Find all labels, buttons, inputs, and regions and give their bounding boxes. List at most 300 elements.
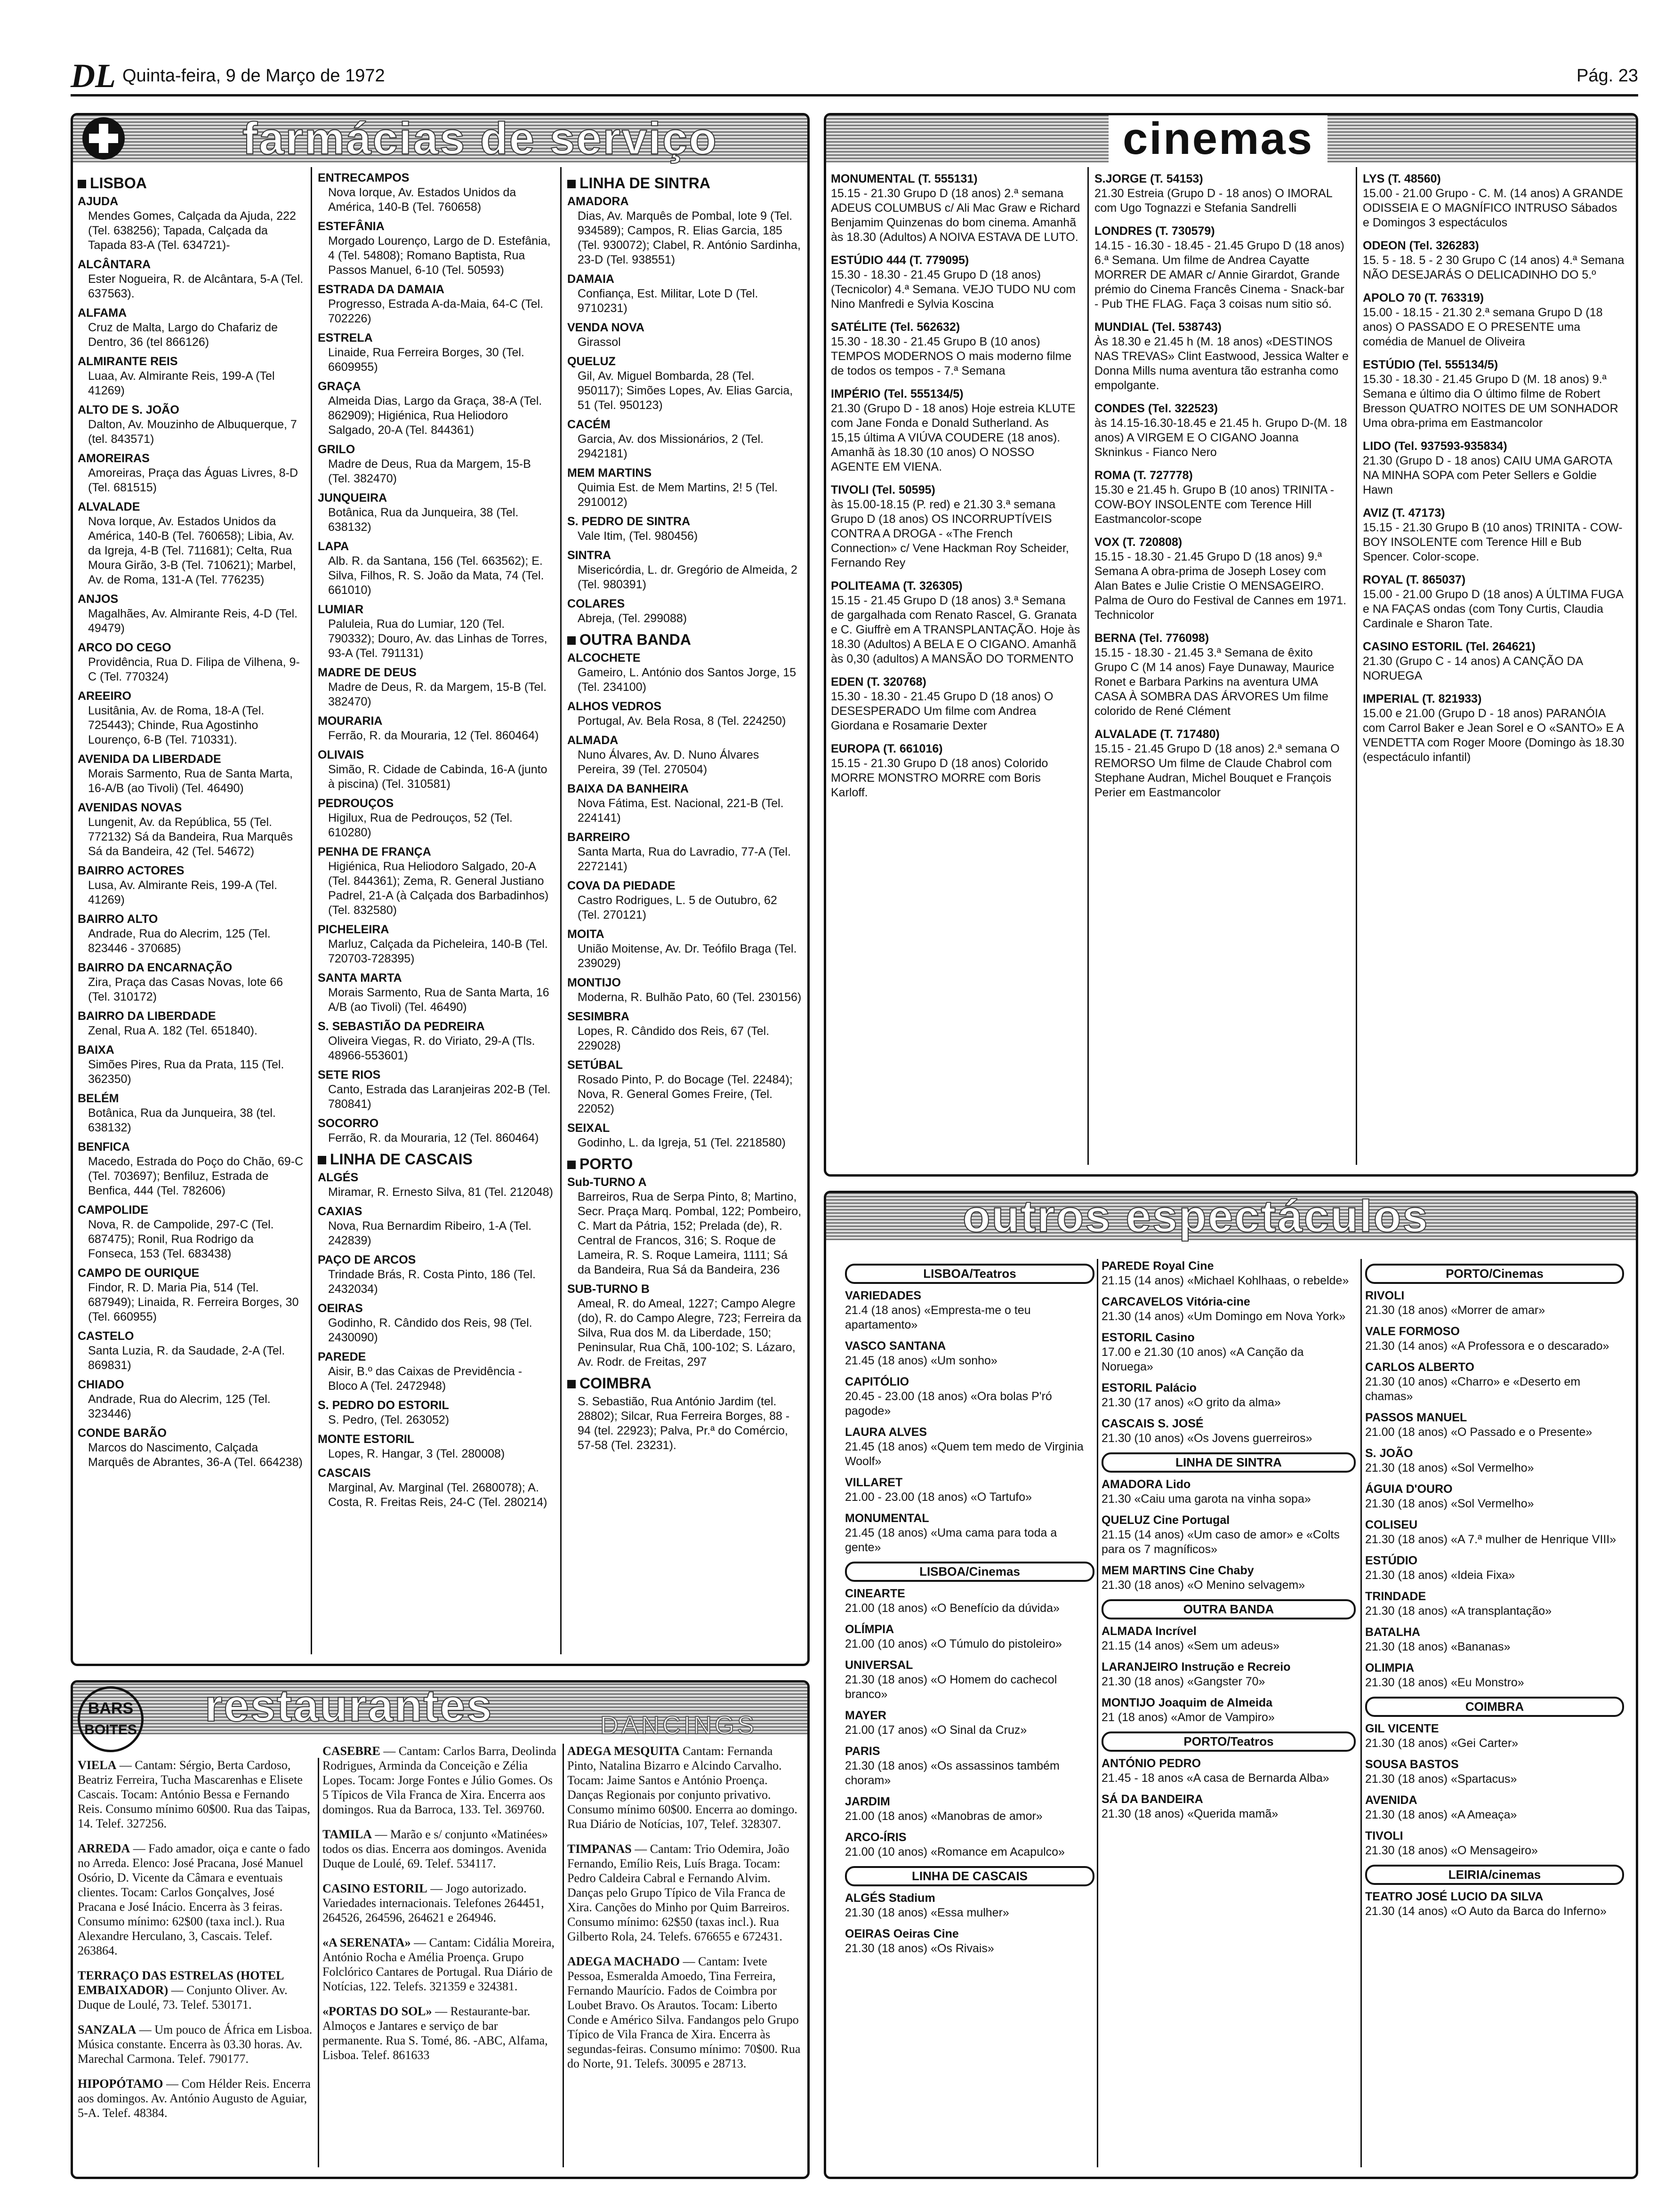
restaurant-listing (567, 1842, 803, 1944)
cinema-details: 15.15 - 21.30 Grupo B (10 anos) TRINITA - COW-BOY INSOLENTE com Terence Hill e Bub Spencer. Color-scope. (1363, 521, 1623, 563)
area-heading: MEM MARTINS (567, 466, 652, 480)
cinema-details: 15.15 - 21.45 Grupo D (18 anos) 3.ª Semana de gargalhada com Renato Rascel, G. Granata e C. Giuffrè em A TRANSPLANTAÇÃO. Hoje às 18.30 (Adultos) A BELA E O CIGANO. Amanhã às 0,30 (adultos) A MANSÃO DO TORMENTO (831, 594, 1080, 665)
show-details: 21.4 (18 anos) «Empresta-me o teu apartamento» (845, 1304, 1031, 1331)
cinema-name: AVIZ (T. 47173) (1363, 506, 1445, 520)
pharmacy-entry: Godinho, L. da Igreja, 51 (Tel. 2218580) (578, 1136, 786, 1149)
area-heading: ALCOCHETE (567, 651, 641, 665)
cinema-details: 15.00 - 21.00 Grupo D (18 anos) A ÚLTIMA FUGA e NA FAÇAS ondas (com Tony Curtis, Claudia Cardinale e Sharon Tate. (1363, 588, 1623, 630)
area-heading: PAREDE (318, 1350, 366, 1363)
pharmacy-entry: Nova Iorque, Av. Estados Unidos da América, 140-B (Tel. 760658) (328, 186, 516, 214)
region-heading: COIMBRA (567, 1376, 803, 1391)
pharmacy-entry: Oliveira Viegas, R. do Viriato, 29-A (Tls. 48966-553601) (328, 1034, 535, 1062)
cinema-name: BERNA (Tel. 776098) (1094, 632, 1209, 645)
cinema-details: às 15.00-18.15 (P. red) e 21.30 3.ª semana Grupo D (18 anos) OS INCORRUPTÍVEIS CONTRA A DROGA - «The French Connection» c/ Vene Hackman Roy Scheider, Fernando Rey (831, 498, 1069, 569)
show-details: 21.30 (18 anos) «Gangster 70» (1102, 1675, 1265, 1688)
pharmacy-entry: União Moitense, Av. Dr. Teófilo Braga (Tel. 239029) (578, 942, 797, 970)
area-heading: QUELUZ (567, 355, 616, 368)
venue-name: PASSOS MANUEL (1365, 1411, 1467, 1424)
restaurant-listing (567, 1744, 803, 1831)
venue-name: GIL VICENTE (1365, 1722, 1439, 1735)
restaurant-name: ADEGA MESQUITA (567, 1744, 680, 1758)
section-box-heading: LEIRIA/cinemas (1365, 1865, 1624, 1885)
cinema-listing (1363, 692, 1626, 765)
cinema-listing (831, 579, 1080, 666)
outros-banner (826, 1193, 1636, 1240)
pharmacy-entry: Dalton, Av. Mouzinho de Albuquerque, 7 (tel. 843571) (88, 418, 297, 446)
section-box-heading: LINHA DE SINTRA (1102, 1452, 1356, 1473)
area-heading: PENHA DE FRANÇA (318, 845, 431, 858)
cinema-listing (1363, 358, 1626, 431)
area-heading: ALTO DE S. JOÃO (78, 403, 179, 417)
pharmacy-entry: Amoreiras, Praça das Águas Livres, 8-D (Tel. 681515) (88, 466, 298, 494)
pharmacy-entry: Portugal, Av. Bela Rosa, 8 (Tel. 224250) (578, 714, 786, 728)
boites-label: BOITES (84, 1722, 137, 1738)
pharmacy-entry: Ferrão, R. da Mouraria, 12 (Tel. 860464) (328, 729, 539, 742)
area-heading: BAIRRO ALTO (78, 913, 158, 926)
cinema-name: MUNDIAL (Tel. 538743) (1094, 321, 1222, 334)
venue-name: TRINDADE (1365, 1590, 1426, 1603)
show-listing (1365, 1289, 1624, 1318)
pharmacy-entry: Confiança, Est. Militar, Lote D (Tel. 9710231) (578, 287, 758, 315)
cinemas-title: cinemas (1109, 115, 1327, 162)
area-heading: SESIMBRA (567, 1010, 629, 1023)
farmacias-column-3 (567, 169, 803, 1458)
restaurant-name: TERRAÇO DAS ESTRELAS (HOTEL EMBAIXADOR) (78, 1969, 284, 1997)
show-details: 21.30 (18 anos) «Os Rivais» (845, 1942, 994, 1955)
pharmacy-entry: Marluz, Calçada da Picheleira, 140-B (Tel. 720703-728395) (328, 938, 548, 965)
cinema-listing (1094, 320, 1349, 393)
area-heading: AREEIRO (78, 689, 131, 703)
cinema-listing (831, 675, 1080, 733)
pharmacy-entry: Lusitânia, Av. de Roma, 18-A (Tel. 725443); Chinde, Rua Agostinho Lourenço, 6-B (Tel. 710331). (88, 704, 265, 746)
show-details: 21.00 (10 anos) «Romance em Acapulco» (845, 1845, 1065, 1859)
show-details: 21.30 (10 anos) «Charro» e «Deserto em chamas» (1365, 1375, 1581, 1403)
cinema-details: às 14.15-16.30-18.45 e 21.45 h. Grupo D-(M. 18 anos) A VIRGEM E O CIGANO Joanna Skninkus - Fianco Nero (1094, 417, 1347, 459)
show-listing (845, 1289, 1094, 1332)
show-listing (1102, 1259, 1356, 1288)
pharmacy-entry: Rosado Pinto, P. do Bocage (Tel. 22484); Nova, R. General Gomes Freire, (Tel. 22052) (578, 1073, 793, 1115)
area-heading: SANTA MARTA (318, 971, 402, 985)
area-heading: CACÉM (567, 418, 611, 431)
show-listing (1102, 1624, 1356, 1653)
show-details: 21.30 (18 anos) «Spartacus» (1365, 1772, 1517, 1786)
cinema-name: POLITEAMA (T. 326305) (831, 579, 963, 593)
pharmacy-entry: Cruz de Malta, Largo do Chafariz de Dentro, 36 (tel 866126) (88, 321, 278, 349)
venue-name: MONUMENTAL (845, 1512, 929, 1525)
show-listing (1365, 1625, 1624, 1654)
venue-name: PAREDE Royal Cine (1102, 1259, 1214, 1273)
show-details: 21.00 (18 anos) «Manobras de amor» (845, 1810, 1043, 1823)
area-heading: CASTELO (78, 1330, 134, 1343)
pharmacy-entry: Andrade, Rua do Alecrim, 125 (Tel. 823446 - 370685) (88, 927, 271, 955)
area-heading: GRILO (318, 443, 355, 456)
area-heading: SEIXAL (567, 1122, 610, 1135)
show-details: 17.00 e 21.30 (10 anos) «A Canção da Noruega» (1102, 1346, 1304, 1373)
cinema-listing (1094, 401, 1349, 460)
venue-name: LAURA ALVES (845, 1426, 927, 1439)
restaurant-name: VIELA (78, 1758, 117, 1772)
show-listing (845, 1891, 1094, 1920)
pharmacy-entry: Morgado Lourenço, Largo de D. Estefânia, 4 (Tel. 54808); Romano Baptista, Rua Passos Manuel, 6-10 (Tel. 50593) (328, 234, 551, 277)
pharmacy-entry: Luaa, Av. Almirante Reis, 199-A (Tel 41269) (88, 369, 275, 397)
pharmacy-entry: Aisir, B.º das Caixas de Previdência - Bloco A (Tel. 2472948) (328, 1365, 523, 1393)
pharmacy-entry: Providência, Rua D. Filipa de Vilhena, 9-C (Tel. 770324) (88, 656, 300, 683)
pharmacy-entry: Canto, Estrada das Laranjeiras 202-B (Tel. 780841) (328, 1083, 551, 1111)
cinema-listing (1094, 631, 1349, 719)
venue-name: VALE FORMOSO (1365, 1325, 1460, 1338)
area-heading: ALGÉS (318, 1171, 359, 1184)
venue-name: SÁ DA BANDEIRA (1102, 1793, 1203, 1806)
show-listing (1365, 1411, 1624, 1440)
cinema-details: 15.15 - 18.30 - 21.45 3.ª Semana de êxito Grupo C (M 14 anos) Faye Dunaway, Maurice Ronet e Barbara Parkins na aventura UMA CASA À SOMBRA DAS ÁRVORES Um filme colorido de René Clément (1094, 646, 1335, 718)
area-heading: S. PEDRO DO ESTORIL (318, 1399, 449, 1412)
cinema-name: EUROPA (T. 661016) (831, 742, 943, 755)
cinema-name: CONDES (Tel. 322523) (1094, 402, 1218, 415)
restaurant-listing (322, 1935, 558, 1994)
venue-name: COLISEU (1365, 1518, 1418, 1531)
column-divider (1097, 1259, 1098, 2167)
area-heading: BAIRRO ACTORES (78, 864, 185, 877)
venue-name: ANTÓNIO PEDRO (1102, 1757, 1201, 1770)
area-heading: COVA DA PIEDADE (567, 879, 676, 892)
restaurant-details: — Fado amador, oiça e cante o fado no Arreda. Elenco: José Pracana, José Manuel Osório, D. Vicente da Câmara e eventuais clientes. Tocam: Carlos Gonçalves, José Pracana e José Inácio. Encerra às 3 feiras. Consumo mínimo: 62$00 (taxa incl.). Rua Alexandre Herculano, 3, Cascais. Telef. 263864. (78, 1842, 310, 1957)
venue-name: RIVOLI (1365, 1289, 1405, 1302)
restaurantes-column-3 (567, 1744, 803, 2081)
area-heading: SETÚBAL (567, 1058, 623, 1072)
cinema-listing (1094, 727, 1349, 800)
venue-name: AVENIDA (1365, 1794, 1417, 1807)
page-number: Pág. 23 (1577, 66, 1638, 86)
show-details: 21.30 (18 anos) «Os assassinos também choram» (845, 1759, 1060, 1787)
farmacias-column-2 (318, 167, 553, 1515)
column-divider (563, 1744, 564, 2167)
area-heading: AVENIDA DA LIBERDADE (78, 753, 221, 766)
cinema-listing (831, 253, 1080, 312)
restaurant-name: CASINO ESTORIL (322, 1882, 427, 1895)
restaurant-name: ADEGA MACHADO (567, 1955, 680, 1968)
pharmacy-entry: Castro Rodrigues, L. 5 de Outubro, 62 (Tel. 270121) (578, 894, 777, 922)
masthead-logo: DL (71, 57, 116, 95)
cinema-name: S.JORGE (T. 54153) (1094, 172, 1203, 185)
venue-name: ÁGUIA D'OURO (1365, 1483, 1453, 1496)
pharmacy-entry: Alb. R. da Santana, 156 (Tel. 663562); E. Silva, Filhos, R. S. João da Mata, 74 (Tel. 661010) (328, 554, 544, 597)
show-details: 21.30 (18 anos) «Sol Vermelho» (1365, 1497, 1534, 1510)
show-details: 21.00 - 23.00 (18 anos) «O Tartufo» (845, 1491, 1032, 1504)
restaurant-listing (78, 1758, 313, 1831)
cinema-details: 15.30 e 21.45 h. Grupo B (10 anos) TRINITA - COW-BOY INSOLENTE com Terence Hill Eastmancolor-scope (1094, 483, 1335, 526)
show-details: 21.30 (18 anos) «Morrer de amar» (1365, 1304, 1545, 1317)
dancings-label: DANCINGS (600, 1711, 757, 1739)
cinema-name: IMPÉRIO (Tel. 555134/5) (831, 387, 964, 401)
area-heading: BAIRRO DA LIBERDADE (78, 1010, 216, 1023)
area-heading: BAIXA (78, 1043, 114, 1057)
cinemas-column-1 (831, 172, 1080, 809)
venue-name: MONTIJO Joaquim de Almeida (1102, 1696, 1273, 1709)
show-details: 21.45 (18 anos) «Quem tem medo de Virginia Woolf» (845, 1440, 1084, 1468)
area-heading: SOCORRO (318, 1117, 379, 1130)
restaurant-listing (78, 2076, 313, 2120)
cinema-details: 15.00 - 21.00 Grupo - C. M. (14 anos) A GRANDE ODISSEIA E O MAGNÍFICO INTRUSO Sábados e Domingos 3 espectáculos (1363, 187, 1624, 229)
pharmacy-entry: Zira, Praça das Casas Novas, lote 66 (Tel. 310172) (88, 976, 283, 1003)
outros-column-3 (1365, 1259, 1624, 1925)
area-heading: SETE RIOS (318, 1068, 381, 1082)
show-details: 21.15 (14 anos) «Sem um adeus» (1102, 1639, 1280, 1652)
cinema-listing (1363, 506, 1626, 564)
show-details: 21.00 (18 anos) «O Benefício da dúvida» (845, 1602, 1060, 1615)
show-listing (1365, 1324, 1624, 1354)
area-heading: CAMPO DE OURIQUE (78, 1266, 200, 1280)
area-heading: MOITA (567, 928, 604, 941)
pharmacy-entry: Almeida Dias, Largo da Graça, 38-A (Tel. 862909); Higiénica, Rua Heliodoro Salgado, 20-A (Tel. 844361) (328, 394, 542, 437)
pharmacy-entry: Gil, Av. Miguel Bombarda, 28 (Tel. 950117); Simões Lopes, Av. Elias Garcia, 51 (Tel. 950123) (578, 369, 793, 412)
pharmacy-entry: Nova, R. de Campolide, 297-C (Tel. 687475); Ronil, Rua Rodrigo da Fonseca, 153 (Tel. 683438) (88, 1218, 274, 1260)
show-details: 21.30 (18 anos) «Sol Vermelho» (1365, 1461, 1534, 1475)
section-box-heading: COIMBRA (1365, 1697, 1624, 1717)
show-details: 21.15 (14 anos) «Um caso de amor» e «Colts para os 7 magníficos» (1102, 1528, 1340, 1556)
show-details: 21.30 (18 anos) «Eu Monstro» (1365, 1676, 1524, 1689)
restaurant-details: — Conjunto Oliver. Av. Duque de Loulé, 73. Telef. 530171. (78, 1983, 288, 2012)
restaurant-name: ARREDA (78, 1842, 130, 1855)
column-divider (560, 167, 562, 1654)
area-heading: BAIRRO DA ENCARNAÇÃO (78, 961, 233, 974)
restaurant-name: CASEBRE (322, 1744, 380, 1758)
show-listing (1365, 1518, 1624, 1547)
show-listing (1102, 1417, 1356, 1446)
area-heading: CAMPOLIDE (78, 1203, 148, 1217)
cinemas-panel (824, 113, 1638, 1177)
area-heading: AVENIDAS NOVAS (78, 801, 182, 814)
area-heading: PEDROUÇOS (318, 797, 394, 810)
venue-name: ALGÉS Stadium (845, 1891, 935, 1905)
cinema-listing (1363, 573, 1626, 631)
column-divider (318, 1758, 319, 2167)
pharmacy-entry: Morais Sarmento, Rua de Santa Marta, 16-A/B (ao Tivoli) (Tel. 46490) (88, 767, 293, 795)
pharmacy-entry: Zenal, Rua A. 182 (Tel. 651840). (88, 1024, 257, 1037)
venue-name: ALMADA Incrível (1102, 1625, 1197, 1638)
bars-boites-logo (78, 1686, 144, 1752)
region-heading: PORTO (567, 1157, 803, 1171)
show-listing (845, 1744, 1094, 1788)
cinema-name: ESTÚDIO 444 (T. 779095) (831, 254, 969, 267)
pharmacy-entry: Higiénica, Rua Heliodoro Salgado, 20-A (Tel. 844361); Zema, R. General Justiano Padrel, 21-A (à Calçada dos Barbadinhos) (Tel. 832580) (328, 860, 549, 917)
cinema-listing (831, 320, 1080, 378)
area-heading: ALCÂNTARA (78, 258, 151, 271)
show-details: 21.30 (18 anos) «O Menino selvagem» (1102, 1579, 1305, 1592)
show-details: 21.45 - 18 anos «A casa de Bernarda Alba» (1102, 1771, 1329, 1785)
pharmacy-entry: Mendes Gomes, Calçada da Ajuda, 222 (Tel. 638256); Tapada, Calçada da Tapada 83-A (Tel. 634721)- (88, 209, 296, 252)
cinemas-column-3 (1363, 172, 1626, 773)
venue-name: TEATRO JOSÉ LUCIO DA SILVA (1365, 1890, 1544, 1903)
area-heading: LUMIAR (318, 603, 364, 616)
show-listing (845, 1708, 1094, 1738)
farmacias-banner (73, 115, 807, 162)
show-details: 21 (18 anos) «Amor de Vampiro» (1102, 1711, 1275, 1724)
area-heading: ESTRELA (318, 331, 373, 345)
venue-name: UNIVERSAL (845, 1659, 913, 1672)
pharmacy-entry: Moderna, R. Bulhão Pato, 60 (Tel. 230156) (578, 991, 802, 1004)
cinema-name: IMPERIAL (T. 821933) (1363, 692, 1482, 705)
restaurant-listing (322, 1744, 558, 1817)
area-heading: BAIXA DA BANHEIRA (567, 782, 689, 795)
area-heading: ESTEFÂNIA (318, 220, 385, 233)
venue-name: TIVOLI (1365, 1829, 1403, 1843)
cinema-listing (831, 483, 1080, 570)
show-details: 21.30 (18 anos) «A transplantação» (1365, 1604, 1552, 1618)
area-heading: BELÉM (78, 1092, 119, 1105)
cinema-listing (1363, 439, 1626, 497)
cinema-details: 15.30 - 18.30 - 21.45 Grupo B (10 anos) TEMPOS MODERNOS O mais moderno filme de todos os tempos - 7.ª Semana (831, 335, 1072, 377)
cinema-details: 15.30 - 18.30 - 21.45 Grupo D (18 anos) O DESESPERADO Um filme com Andrea Giordana e Rosamarie Dexter (831, 690, 1054, 732)
venue-name: MEM MARTINS Cine Chaby (1102, 1564, 1254, 1577)
area-heading: SUB-TURNO B (567, 1282, 650, 1296)
pharmacy-entry: Abreja, (Tel. 299088) (578, 612, 687, 625)
show-details: 21.30 «Caiu uma garota na vinha sopa» (1102, 1492, 1311, 1506)
cinema-listing (831, 387, 1080, 474)
pharmacy-entry: Santa Marta, Rua do Lavradio, 77-A (Tel. 2272141) (578, 845, 791, 873)
area-heading: LAPA (318, 540, 349, 553)
show-listing (845, 1658, 1094, 1702)
area-heading: CONDE BARÃO (78, 1427, 167, 1440)
cinemas-column-2 (1094, 172, 1349, 809)
pharmacy-entry: Marginal, Av. Marginal (Tel. 2680078); A. Costa, R. Freitas Reis, 24-C (Tel. 280214) (328, 1481, 547, 1509)
area-heading: S. SEBASTIÃO DA PEDREIRA (318, 1020, 485, 1033)
pharmacy-entry: Morais Sarmento, Rua de Santa Marta, 16 A/B (ao Tivoli) (Tel. 46490) (328, 986, 549, 1014)
restaurant-listing (78, 2022, 313, 2066)
cinema-details: 15.00 e 21.00 (Grupo D - 18 anos) PARANÓIA com Carrol Baker e Jean Sorel e O «SANTO» E A VENDETTA com Roger Moore (Domingo às 18.30 (espectáculo infantil) (1363, 707, 1625, 764)
area-heading: ESTRADA DA DAMAIA (318, 283, 444, 296)
show-details: 20.45 - 23.00 (18 anos) «Ora bolas P'ró pagode» (845, 1390, 1052, 1418)
pharmacy-entry: Simão, R. Cidade de Cabinda, 16-A (junto à piscina) (Tel. 310581) (328, 763, 547, 791)
venue-name: OEIRAS Oeiras Cine (845, 1927, 959, 1940)
restaurant-details: — Cantam: Sérgio, Berta Cardoso, Beatriz Ferreira, Tucha Mascarenhas e Elisete Cascais. Tocam: António Bessa e Fernando Reis. Consumo mínimo 60$00. Rua das Taipas, 14. Telef. 327256. (78, 1758, 310, 1830)
show-details: 21.30 (10 anos) «Os Jovens guerreiros» (1102, 1432, 1312, 1445)
area-heading: CAXIAS (318, 1205, 362, 1218)
show-details: 21.30 (18 anos) «Essa mulher» (845, 1906, 1009, 1919)
show-details: 21.30 (18 anos) «Ideia Fixa» (1365, 1569, 1515, 1582)
cinema-listing (1363, 640, 1626, 683)
area-heading: CASCAIS (318, 1467, 371, 1480)
farmacias-panel (71, 113, 810, 1666)
restaurant-details: — Cantam: Ivete Pessoa, Esmeralda Amoedo, Tina Ferreira, Fernando Maurício. Fados de Coimbra por Loubet Bravo. Os Arautos. Tocam: Liberto Conde e Américo Silva. Fandangos pelo Grupo Típico de Vila Franca de Xira. Encerra às segundas-feiras. Consumo mínimo: 70$00. Rua do Norte, 91. Telefs. 30095 e 28713. (567, 1955, 801, 2070)
restaurant-listing (322, 2004, 558, 2062)
cinema-name: CASINO ESTORIL (Tel. 264621) (1363, 640, 1536, 653)
show-details: 21.30 (14 anos) «A Professora e o descarado» (1365, 1339, 1609, 1353)
area-heading: AMOREIRAS (78, 452, 150, 465)
show-listing (845, 1511, 1094, 1555)
cinema-details: 15.15 - 18.30 - 21.45 Grupo D (18 anos) 9.ª Semana A obra-prima de Joseph Losey com Alan Bates e Julie Cristie O MENSAGEIRO. Palma de Ouro do Festival de Cannes em 1971. Technicolor (1094, 550, 1347, 622)
area-heading: BENFICA (78, 1140, 130, 1154)
pharmacy-entry: Girassol (578, 336, 621, 349)
cinema-name: MONUMENTAL (T. 555131) (831, 172, 978, 185)
cinema-details: 14.15 - 16.30 - 18.45 - 21.45 Grupo D (18 anos) 6.ª Semana. Um filme de Andrea Cayatte MORRER DE AMAR c/ Annie Girardot, Grande prémio do Cinema Francês Cinema - Snack-bar - Pub THE FLAG. Faça 3 coisas num sitio só. (1094, 239, 1344, 311)
pharmacy-entry: Progresso, Estrada A-da-Maia, 64-C (Tel. 702226) (328, 297, 544, 325)
pharmacy-entry: Botânica, Rua da Junqueira, 38 (Tel. 638132) (328, 506, 519, 534)
section-box-heading: LISBOA/Cinemas (845, 1562, 1094, 1582)
show-details: 21.15 (14 anos) «Michael Kohlhaas, o rebelde» (1102, 1274, 1349, 1287)
area-heading: ALVALADE (78, 500, 140, 513)
restaurant-details: — Cantam: Trio Odemira, João Fernando, Emílio Reis, Luís Braga. Tocam: Pedro Caldeira Cabral e Fernando Alvim. Danças pelo Grupo Típico de Vila Franca de Xira. Canções do Minho por Quim Barreiros. Consumo mínimo: 62$50 (taxas incl.). Rua Gilberto Rola, 24. Telefs. 676655 e 672431. (567, 1842, 790, 1943)
cinema-name: LIDO (Tel. 937593-935834) (1363, 440, 1507, 453)
pharmacy-entry: Ameal, R. do Ameal, 1227; Campo Alegre (do), R. do Campo Alegre, 723; Ferreira da Silva, Rua dos M. da Liberdade, 150; Peninsular, Rua Chã, 100-102; S. Lázaro, Av. Rodr. de Freitas, 297 (578, 1297, 802, 1369)
restaurant-name: TAMILA (322, 1827, 372, 1841)
area-heading: S. PEDRO DE SINTRA (567, 515, 691, 528)
area-heading: SINTRA (567, 549, 611, 562)
show-listing (1365, 1446, 1624, 1475)
pharmacy-entry: Godinho, R. Cândido dos Reis, 98 (Tel. 2430090) (328, 1316, 532, 1344)
cinema-name: LONDRES (T. 730579) (1094, 224, 1215, 238)
show-listing (1102, 1295, 1356, 1324)
show-details: 21.30 (18 anos) «O Mensageiro» (1365, 1844, 1538, 1857)
area-heading: PICHELEIRA (318, 923, 389, 936)
area-heading: ANJOS (78, 593, 119, 606)
show-listing (845, 1927, 1094, 1956)
restaurant-name: «A SERENATA» (322, 1936, 411, 1949)
show-listing (1102, 1660, 1356, 1689)
venue-name: CARLOS ALBERTO (1365, 1361, 1474, 1374)
show-listing (845, 1795, 1094, 1824)
show-listing (1365, 1890, 1624, 1919)
cinema-name: ROYAL (T. 865037) (1363, 573, 1466, 586)
show-details: 21.00 (10 anos) «O Túmulo do pistoleiro» (845, 1637, 1062, 1651)
outros-column-1 (845, 1259, 1094, 1963)
outros-panel (824, 1191, 1638, 2179)
pharmacy-entry: Ester Nogueira, R. de Alcântara, 5-A (Tel. 637563). (88, 272, 304, 300)
venue-name: MAYER (845, 1709, 886, 1722)
cinema-details: 15. 5 - 18. 5 - 2 30 Grupo C (14 anos) 4.ª Semana NÃO DESEJARÁS O DELICADINHO DO 5.º (1363, 254, 1625, 281)
restaurant-listing (322, 1827, 558, 1871)
area-heading: MONTE ESTORIL (318, 1433, 415, 1446)
page-header (71, 56, 1638, 96)
cinema-name: VOX (T. 720808) (1094, 536, 1182, 549)
venue-name: QUELUZ Cine Portugal (1102, 1514, 1230, 1527)
column-divider (311, 167, 312, 1654)
area-heading: OLIVAIS (318, 748, 364, 761)
pharmacy-entry: Quimia Est. de Mem Martins, 2! 5 (Tel. 2910012) (578, 481, 778, 509)
show-listing (845, 1622, 1094, 1651)
venue-name: ARCO-ÍRIS (845, 1831, 907, 1844)
section-box-heading: LINHA DE CASCAIS (845, 1866, 1094, 1886)
cinema-details: 15.30 - 18.30 - 21.45 Grupo D (18 anos) (Tecnicolor) 4.ª Semana. VEJO TUDO NU com Nino Manfredi e Sylvia Koscina (831, 268, 1076, 311)
venue-name: S. JOÃO (1365, 1447, 1413, 1460)
pharmacy-entry: S. Sebastião, Rua António Jardim (tel. 28802); Silcar, Rua Ferreira Borges, 88 - 94 (tel. 22923); Palva, Pr.ª do Comércio, 57-58 (Tel. 23231). (578, 1395, 790, 1452)
pharmacy-entry: Lungenit, Av. da República, 55 (Tel. 772132) Sá da Bandeira, Rua Marquês Sá da Bandeira, 42 (Tel. 54672) (88, 816, 293, 858)
pharmacy-entry: Misericórdia, L. dr. Gregório de Almeida, 2 (Tel. 980391) (578, 563, 797, 591)
venue-name: ESTÚDIO (1365, 1554, 1418, 1567)
pharmacy-entry: Andrade, Rua do Alecrim, 125 (Tel. 323446) (88, 1393, 271, 1420)
show-listing (1102, 1513, 1356, 1557)
cinema-listing (1094, 468, 1349, 527)
restaurantes-panel (71, 1680, 810, 2179)
area-heading: ALMADA (567, 734, 619, 747)
column-divider (1087, 167, 1089, 1165)
restaurantes-title: restaurantes (205, 1681, 493, 1731)
venue-name: OLÍMPIA (845, 1623, 894, 1636)
venue-name: OLIMPIA (1365, 1661, 1415, 1675)
restaurant-name: SANZALA (78, 2023, 137, 2036)
cinema-details: 21.30 (Grupo C - 14 anos) A CANÇÃO DA NORUEGA (1363, 655, 1583, 682)
cinema-details: 15.15 - 21.45 Grupo D (18 anos) 2.ª semana O REMORSO Um filme de Claude Chabrol com Stephane Audran, Michel Bouquet e François Perier em Eastmancolor (1094, 742, 1340, 799)
section-box-heading: OUTRA BANDA (1102, 1599, 1356, 1619)
venue-name: VARIEDADES (845, 1289, 922, 1302)
area-heading: BARREIRO (567, 831, 630, 844)
area-heading: MONTIJO (567, 976, 621, 989)
restaurantes-column-2 (322, 1744, 558, 2073)
show-details: 21.30 (14 anos) «Um Domingo em Nova York» (1102, 1310, 1346, 1323)
pharmacy-entry: Madre de Deus, Rua da Margem, 15-B (Tel. 382470) (328, 457, 531, 485)
cinema-details: Às 18.30 e 21.45 h (M. 18 anos) «DESTINOS NAS TREVAS» Clint Eastwood, Jessica Walter e Donna Mills numa aventura tão estranha como empolgante. (1094, 335, 1349, 392)
pharmacy-entry: Magalhães, Av. Almirante Reis, 4-D (Tel. 49479) (88, 607, 298, 635)
section-box-heading: PORTO/Cinemas (1365, 1264, 1624, 1284)
